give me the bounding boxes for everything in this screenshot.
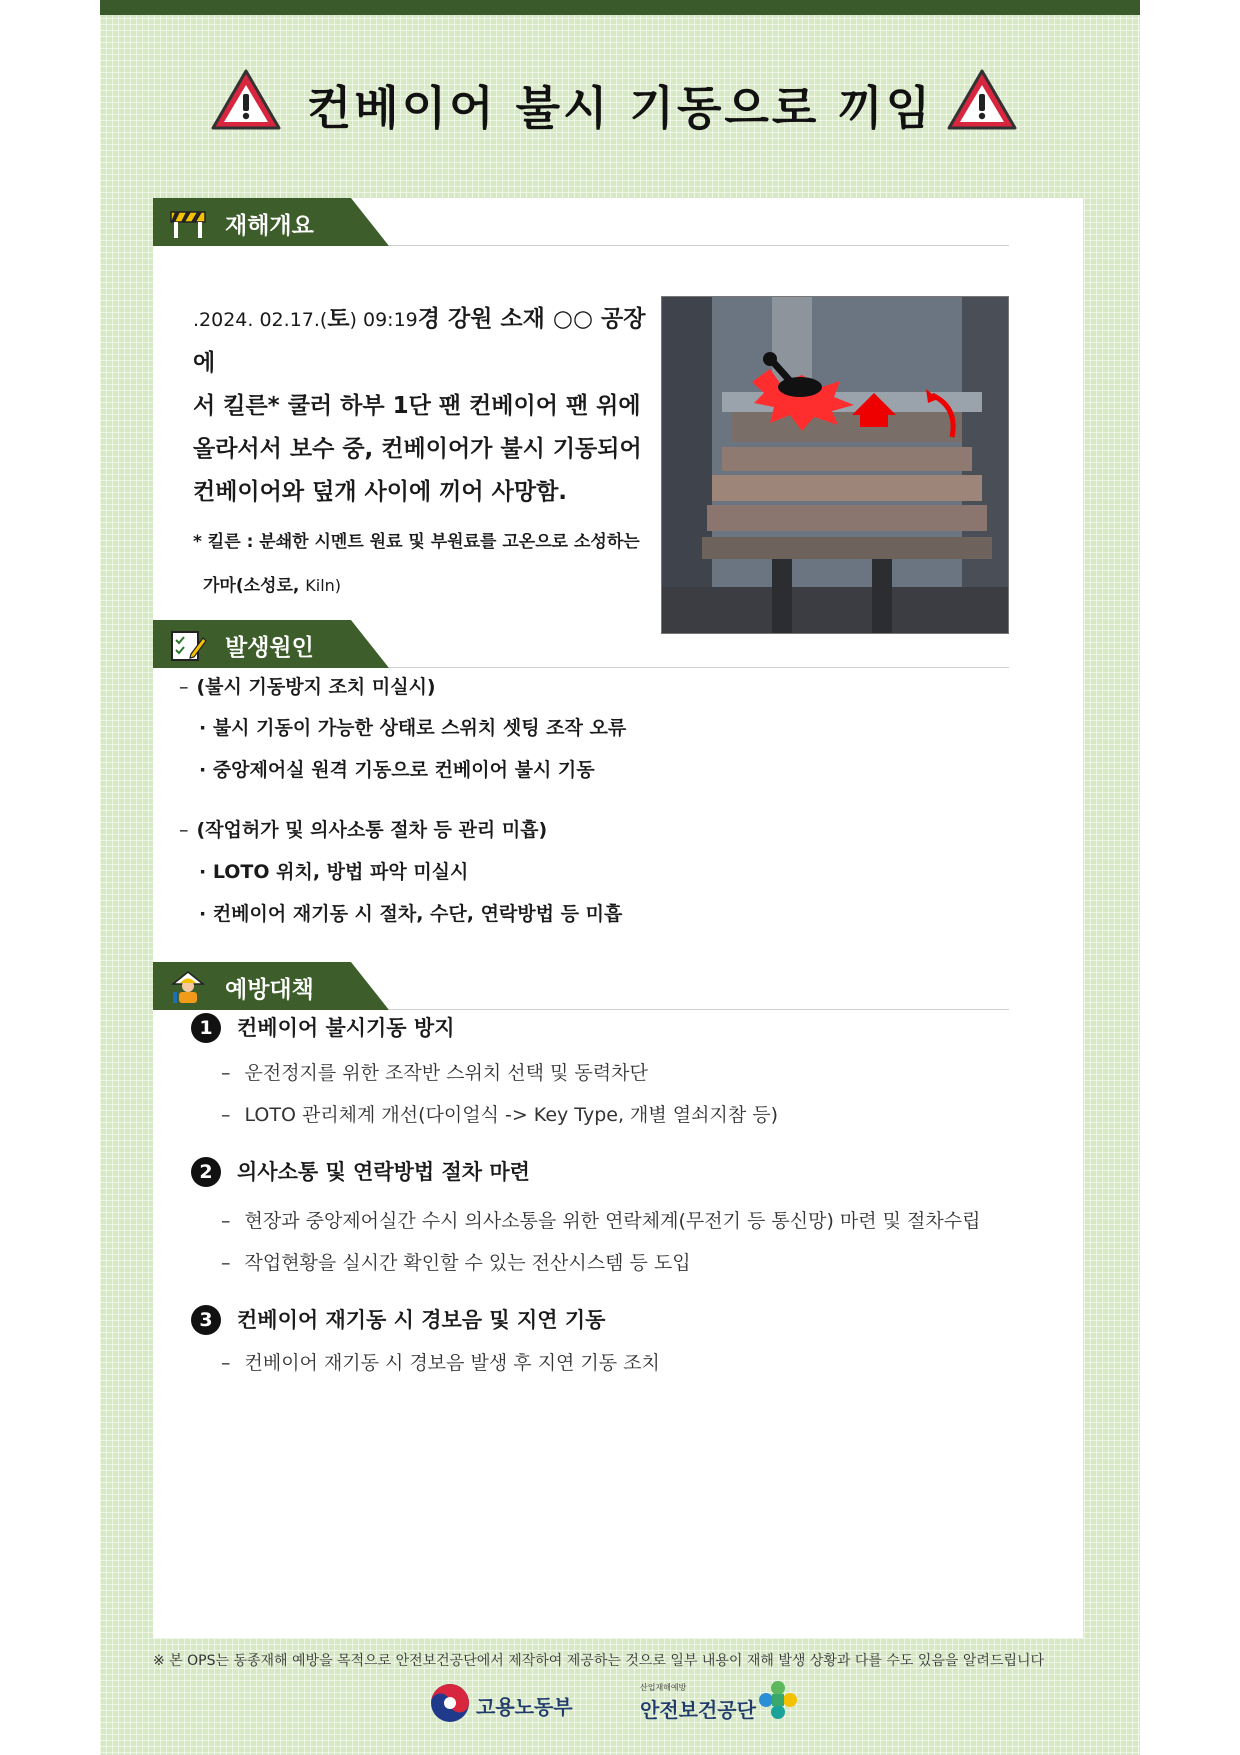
prevention-item: – 현장과 중앙제어실간 수시 의사소통을 위한 연락체계(무전기 등 통신망) 마련 및 절차수립 xyxy=(221,1210,981,1232)
top-bar xyxy=(100,0,1140,15)
cause-bullet: · 중앙제어실 원격 기동으로 컨베이어 불시 기동 xyxy=(199,759,595,781)
section-header-overview xyxy=(153,198,1083,246)
cause-bullet: · 컨베이어 재기동 시 절차, 수단, 연락방법 등 미흡 xyxy=(199,903,623,925)
accident-photo xyxy=(661,296,1009,634)
warning-icon xyxy=(946,68,1018,132)
section-header-prevention xyxy=(153,962,1083,1010)
page-title: 컨베이어 불시 기동으로 끼임 xyxy=(306,81,934,135)
section-title: 재해개요 xyxy=(225,213,314,239)
title-row xyxy=(100,62,1140,142)
prevention-item: – 운전정지를 위한 조작반 스위치 선택 및 동력차단 xyxy=(221,1062,648,1084)
disclaimer: ※ 본 OPS는 동종재해 예방을 목적으로 안전보건공단에서 제작하여 제공하는 것으로 일부 내용이 재해 발생 상황과 다를 수도 있음을 알려드립니다 xyxy=(153,1653,1045,1669)
checklist-pencil-icon xyxy=(169,628,207,662)
taegeuk-icon xyxy=(430,1683,470,1723)
cause-bullet: · LOTO 위치, 방법 파악 미실시 xyxy=(199,861,469,883)
prevention-item: – LOTO 관리체계 개선(다이얼식 -> Key Type, 개별 열쇠지참 등) xyxy=(221,1104,778,1126)
prevention-item: – 작업현황을 실시간 확인할 수 있는 전산시스템 등 도입 xyxy=(221,1252,691,1274)
number-badge: 2 xyxy=(191,1157,221,1187)
section-title: 발생원인 xyxy=(225,635,314,661)
cause-heading: – (작업허가 및 의사소통 절차 등 관리 미흡) xyxy=(179,819,548,841)
poster xyxy=(100,0,1140,1755)
number-badge: 1 xyxy=(191,1013,221,1043)
cause-heading: – (불시 기동방지 조치 미실시) xyxy=(179,676,436,698)
worker-icon xyxy=(169,970,207,1004)
section-header-cause xyxy=(153,620,1083,668)
overview-text: .2024. 02.17.(토) 09:19경 강원 소재 ○○ 공장에 서 킬른* 쿨러 하부 1단 팬 컨베이어 팬 위에 올라서서 보수 중, 컨베이어가 불시 기동되어 컨베이어와 덮개 사이에 끼어 사망함. * 킬른 : 분쇄한 시멘트 원료 및 부원료를 고온으로 소성하는 가마(소성로, Kiln) xyxy=(193,298,653,608)
content-panel: 재해개요 .2024. 02.17.(토) 09:19경 강원 소재 ○○ 공장에 서 킬른* 쿨러 하부 1단 팬 컨베이어 팬 위에 올라서서 보수 중, 컨베이어가 불시 기동되어 컨베이어와 덮개 사이에 끼어 사망함. * 킬른 : 분쇄한 시멘트 원료 및 부원료를 고온으로 소성하는 가마(소성로, Kiln) 발생원인 – (불시 기동방지 조치 미실시) · 불시 기동이 가능한 상태로 스위치 셋팅 조작 오류 · 중앙제어실 원격 기동으로 컨베이어 불시 기동 – (작업허가 및 의사소통 절차 등 관리 미흡) · LOTO 위치, 방법 파악 미실시 · 컨베이어 재기동 시 절차, 수단, 연락방법 등 미흡 예방대책 1 컨베이어 불시기동 방지 – 운전정지를 위한 조작반 스위치 선택 및 동력차단 – LOTO 관리체계 개선(다이얼식 -> Key Type, 개별 열쇠지참 등) 2 의사소통 및 연락방법 절차 마련 – 현장과 중앙제어실간 수시 의사소통을 위한 연락체계(무전기 등 통신망) 마련 및 절차수립 – 작업현황을 실시간 확인할 수 있는 전산시스템 등 도입 3 컨베이어 재기동 시 경보음 및 지연 기동 – 컨베이어 재기동 시 경보음 발생 후 지연 기동 조치 xyxy=(153,198,1083,1638)
ministry-logo: 고용노동부 xyxy=(430,1683,570,1725)
prevention-item: – 컨베이어 재기동 시 경보음 발생 후 지연 기동 조치 xyxy=(221,1352,660,1374)
barricade-icon xyxy=(169,206,207,240)
accident-illustration xyxy=(662,297,1008,633)
section-title: 예방대책 xyxy=(225,977,314,1003)
agency-logo: 산업재해예방 안전보건공단 xyxy=(640,1680,800,1728)
warning-icon xyxy=(210,68,282,132)
cross-logo-icon xyxy=(758,1680,798,1720)
number-badge: 3 xyxy=(191,1305,221,1335)
footnote: * 킬른 : 분쇄한 시멘트 원료 및 부원료를 고온으로 소성하는 가마(소성로, Kiln) xyxy=(193,532,640,596)
cause-bullet: · 불시 기동이 가능한 상태로 스위치 셋팅 조작 오류 xyxy=(199,717,627,739)
